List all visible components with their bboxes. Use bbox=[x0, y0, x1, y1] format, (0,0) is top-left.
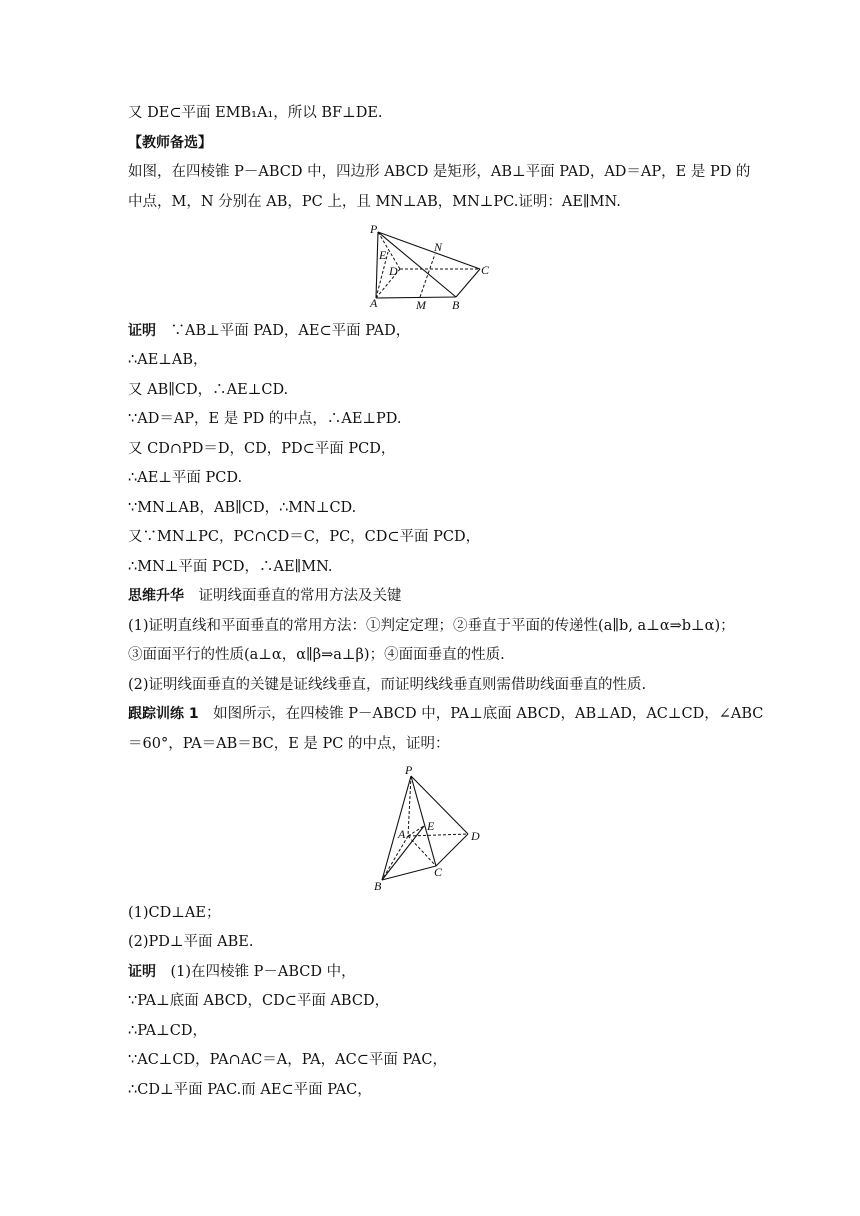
exercise-line bbox=[128, 704, 764, 724]
label-P: P bbox=[405, 763, 413, 777]
exercise-line: ＝60°，PA＝AB＝BC，E 是 PC 的中点，证明： bbox=[128, 736, 450, 752]
figure-pyramid-2 bbox=[368, 762, 492, 896]
figure-pyramid-1 bbox=[360, 220, 500, 312]
proof-line: ∵AC⊥CD，PA∩AC＝A，PA，AC⊂平面 PAC， bbox=[128, 1052, 447, 1068]
label-C: C bbox=[481, 263, 490, 277]
proof-line bbox=[128, 962, 738, 982]
line-rest: 如图所示，在四棱锥 P－ABCD 中，PA⊥底面 ABCD，AB⊥AD，AC⊥CD，∠ABC bbox=[198, 706, 764, 722]
proof-line: ∵AD＝AP，E 是 PD 的中点，∴AE⊥PD. bbox=[128, 411, 402, 427]
summary-line: (1)证明直线和平面垂直的常用方法：①判定定理；②垂直于平面的传递性(a∥b, a⊥α⇒b⊥α)； bbox=[128, 618, 735, 634]
edge-CD bbox=[436, 834, 468, 866]
problem-text-line: 如图，在四棱锥 P－ABCD 中，四边形 ABCD 是矩形，AB⊥平面 PAD，AD＝AP，E 是 PD 的 bbox=[128, 164, 751, 180]
segment-MN bbox=[420, 254, 435, 297]
proof-line: ∴AE⊥AB， bbox=[128, 352, 208, 368]
edge-PA bbox=[376, 232, 378, 298]
label-B: B bbox=[374, 879, 382, 893]
proof-line: ∴AE⊥平面 PCD. bbox=[128, 470, 243, 486]
label-E: E bbox=[379, 248, 387, 262]
proof-line: 又 AB∥CD，∴AE⊥CD. bbox=[128, 382, 289, 398]
proof-line: 又∵MN⊥PC，PC∩CD＝C，PC，CD⊂平面 PCD， bbox=[128, 529, 481, 545]
section-heading-summary bbox=[128, 586, 738, 606]
bold-prefix: 跟踪训练 1 bbox=[128, 706, 199, 722]
proof-line: ∴MN⊥平面 PCD，∴AE∥MN. bbox=[128, 559, 333, 575]
label-P: P bbox=[370, 222, 378, 236]
proof-line: 又 CD∩PD＝D，CD，PD⊂平面 PCD， bbox=[128, 441, 396, 457]
label-A: A bbox=[370, 296, 378, 310]
problem-text-line: 中点，M，N 分别在 AB，PC 上，且 MN⊥AB，MN⊥PC.证明：AE∥MN. bbox=[128, 194, 621, 210]
section-heading-teacher: 【教师备选】 bbox=[128, 135, 212, 151]
line-rest: 证明线面垂直的常用方法及关键 bbox=[184, 588, 402, 604]
proof-line: ∴CD⊥平面 PAC.而 AE⊂平面 PAC， bbox=[128, 1082, 372, 1098]
summary-line: (2)证明线面垂直的关键是证线线垂直，而证明线线垂直则需借助线面垂直的性质. bbox=[128, 677, 647, 693]
proof-line bbox=[128, 321, 738, 341]
segment-AE-hidden bbox=[408, 826, 424, 836]
question-line: (1)CD⊥AE； bbox=[128, 905, 221, 921]
bold-prefix: 证明 bbox=[128, 964, 156, 980]
text-line: 又 DE⊂平面 EMB₁A₁，所以 BF⊥DE. bbox=[128, 105, 383, 121]
label-N: N bbox=[434, 240, 443, 254]
bold-prefix: 证明 bbox=[128, 323, 156, 339]
edge-AB-hidden bbox=[382, 836, 408, 880]
line-rest: ∵AB⊥平面 PAD，AE⊂平面 PAD， bbox=[156, 323, 411, 339]
label-E: E bbox=[427, 819, 435, 833]
bold-prefix: 思维升华 bbox=[128, 588, 184, 604]
label-C: C bbox=[434, 865, 443, 879]
summary-line: ③面面平行的性质(a⊥α，α∥β⇒a⊥β)；④面面垂直的性质. bbox=[128, 647, 505, 663]
edge-BC bbox=[456, 269, 480, 297]
proof-line: ∴PA⊥CD， bbox=[128, 1023, 207, 1039]
edge-PB bbox=[382, 776, 411, 880]
label-A: A bbox=[398, 827, 406, 841]
question-line: (2)PD⊥平面 ABE. bbox=[128, 934, 254, 950]
line-rest: (1)在四棱锥 P－ABCD 中， bbox=[156, 964, 356, 980]
proof-line: ∵PA⊥底面 ABCD，CD⊂平面 ABCD， bbox=[128, 993, 390, 1009]
label-D: D bbox=[389, 264, 398, 278]
proof-line: ∵MN⊥AB，AB∥CD，∴MN⊥CD. bbox=[128, 500, 357, 516]
label-B: B bbox=[452, 298, 460, 312]
label-M: M bbox=[416, 298, 426, 312]
edge-BC bbox=[382, 866, 436, 880]
label-D: D bbox=[471, 829, 480, 843]
